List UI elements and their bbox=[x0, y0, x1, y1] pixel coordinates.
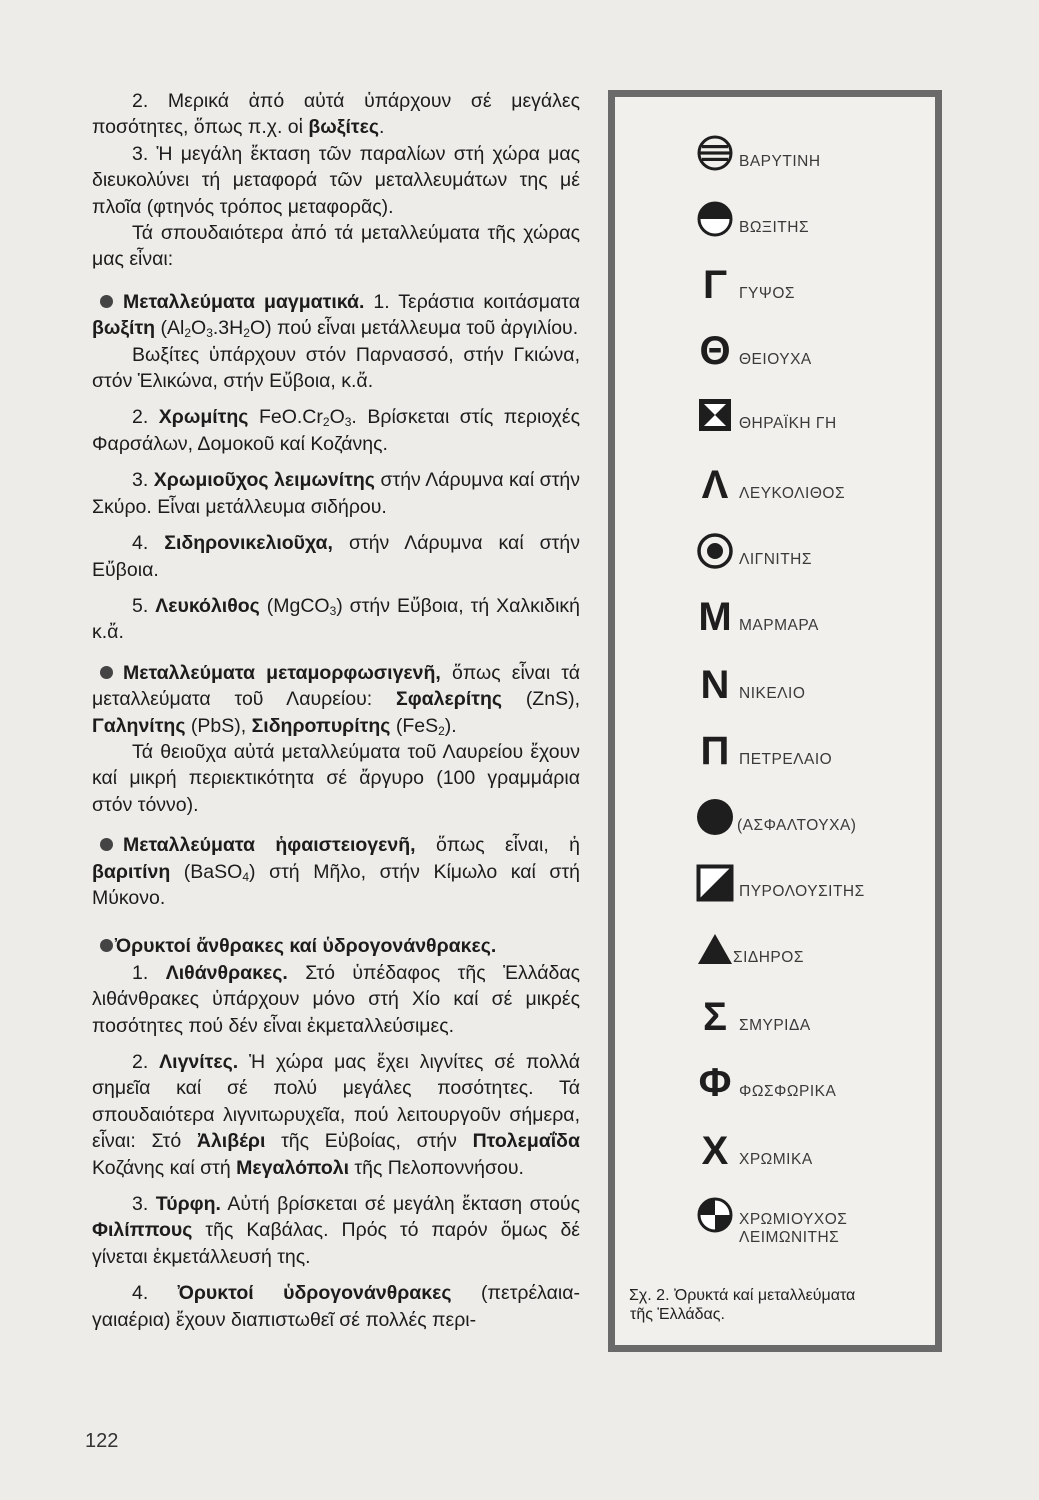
text: 2. bbox=[132, 1051, 160, 1073]
text: τῆς Πελοποννήσου. bbox=[349, 1156, 524, 1179]
subscript: 2 bbox=[438, 723, 445, 738]
text: (πετρέλαια-γαιαέρια) ἔχουν διαπιστωθεῖ σέ πολλές περι- bbox=[92, 1282, 581, 1331]
legend-label: (ΑΣΦΑΛΤΟΥΧΑ) bbox=[737, 817, 857, 834]
bold-term: βωξίτη bbox=[92, 317, 156, 340]
bold-term: Σιδηροπυρίτης bbox=[251, 714, 391, 737]
bold-term: Χρωμίτης bbox=[158, 406, 249, 429]
magnesite-symbol: Λ bbox=[701, 462, 729, 507]
paragraph bbox=[92, 1191, 580, 1270]
subscript: 4 bbox=[242, 869, 250, 884]
text: Αὐτή βρίσκεται σέ μεγάλη ἔκταση στούς bbox=[220, 1193, 580, 1216]
text: 2. bbox=[132, 406, 159, 429]
gypsum-symbol: Γ bbox=[702, 262, 728, 307]
text: ). bbox=[444, 714, 457, 737]
bold-term: Ὀρυκτοί ὑδρογονάνθρακες bbox=[177, 1282, 452, 1305]
paragraph bbox=[92, 467, 580, 520]
legend-row bbox=[615, 1061, 935, 1111]
bold-term: βωξίτες bbox=[308, 116, 379, 139]
thera-earth-icon bbox=[693, 393, 737, 437]
text: στήν Λάρυμνα καί στήν Εὔβοια. bbox=[92, 532, 580, 581]
paragraph: Τά θειοῦχα αὐτά μεταλλεύματα τοῦ Λαυρείου ἔχουν καί μικρή περιεκτικότητα σέ ἄργυρο (100 γραμμάρια στόν τόννο). bbox=[92, 740, 580, 816]
text: ) στή Μῆλο, στήν Κίμωλο καί στή Μύκονο. bbox=[92, 860, 580, 909]
text: στήν Λάρυμνα καί στήν Σκύρο. Εἶναι μετάλλευμα σιδήρου. bbox=[92, 469, 580, 518]
bold-term: Λιγνίτες. bbox=[159, 1051, 239, 1073]
text: Στό ὑπέδαφος τῆς Ἑλλάδας λιθάνθρακες ὑπάρχουν μόνο στή Χίο καί σέ μικρές ποσότητες πού δέν εἶναι ἐκμεταλλεύσιμες. bbox=[92, 961, 581, 1037]
bold-term: Σφαλερίτης bbox=[396, 688, 502, 711]
legend-row bbox=[615, 529, 935, 579]
paragraph bbox=[92, 960, 580, 1039]
bullet-icon bbox=[100, 838, 113, 851]
text: (PbS), bbox=[185, 714, 252, 737]
legend-label: ΜΑΡΜΑΡΑ bbox=[739, 617, 819, 634]
text: 4. bbox=[132, 1282, 178, 1305]
legend-row bbox=[615, 927, 935, 977]
asphalt-icon bbox=[693, 795, 737, 839]
sulfides-symbol: Θ bbox=[699, 328, 731, 373]
section-metamorphic bbox=[92, 660, 580, 739]
text: 1. Τεράστια κοιτάσματα bbox=[364, 290, 580, 313]
caption-line: Σχ. 2. Ὀρυκτά καί μεταλλεύματα bbox=[629, 1287, 856, 1304]
section-magmatic bbox=[92, 289, 580, 342]
text: (Al bbox=[155, 317, 185, 340]
bold-term: Πτολεμαΐδα bbox=[472, 1130, 580, 1153]
text: . bbox=[378, 116, 385, 139]
text: . Βρίσκεται στίς περιοχές Φαρσάλων, Δομοκοῦ καί Κοζάνης. bbox=[92, 406, 580, 455]
subscript: 3 bbox=[344, 415, 352, 430]
pyrolusite-icon bbox=[693, 861, 737, 905]
chromite-symbol: Χ bbox=[701, 1128, 729, 1173]
legend-label: ΣΜΥΡΙΔΑ bbox=[739, 1017, 811, 1034]
legend-label-line: ΛΕΙΜΩΝΙΤΗΣ bbox=[739, 1229, 840, 1246]
legend-label: ΒΑΡΥΤΙΝΗ bbox=[739, 153, 821, 170]
subscript: 3 bbox=[206, 326, 213, 341]
paragraph bbox=[92, 88, 580, 141]
legend-row bbox=[615, 1193, 935, 1246]
legend-row bbox=[615, 329, 935, 379]
legend-row bbox=[615, 393, 935, 443]
text: 5. bbox=[132, 594, 156, 617]
lignite-icon bbox=[693, 529, 737, 573]
emery-symbol: Σ bbox=[702, 994, 727, 1039]
text: .3H bbox=[212, 317, 244, 340]
bullet-icon bbox=[100, 939, 113, 952]
page-number: 122 bbox=[85, 1430, 119, 1452]
legend-row bbox=[615, 663, 935, 713]
text: Κοζάνης καί στή bbox=[92, 1156, 237, 1179]
iron-icon bbox=[693, 927, 737, 971]
chrome-limonite-icon bbox=[693, 1193, 737, 1237]
legend-row bbox=[615, 263, 935, 313]
bold-term: Χρωμιοῦχος λειμωνίτης bbox=[153, 469, 375, 492]
figure-caption bbox=[629, 1286, 939, 1324]
text: (MgCO bbox=[259, 594, 330, 617]
text: ) στήν Εὔβοια, τή Χαλκιδική κ.ἄ. bbox=[92, 594, 581, 644]
legend-row bbox=[615, 729, 935, 779]
text: (ZnS), bbox=[502, 688, 580, 711]
main-text-column bbox=[92, 88, 580, 1333]
legend-label: ΒΩΞΙΤΗΣ bbox=[739, 219, 810, 236]
text: 1. bbox=[132, 961, 166, 984]
legend-label bbox=[739, 1211, 847, 1247]
nickel-symbol: Ν bbox=[700, 662, 730, 707]
bold-term: Ἀλιβέρι bbox=[196, 1130, 266, 1153]
legend-label: ΘΗΡΑΪΚΗ ΓΗ bbox=[739, 415, 837, 432]
bullet-icon bbox=[100, 666, 113, 679]
legend-label: ΘΕΙΟΥΧΑ bbox=[739, 351, 812, 368]
section-heading: Μεταλλεύματα ἡφαιστειογενῆ, bbox=[123, 834, 416, 857]
section-coal bbox=[92, 933, 580, 959]
paragraph bbox=[92, 1049, 580, 1181]
bullet-icon bbox=[100, 295, 113, 308]
text: Ἡ χώρα μας ἔχει λιγνίτες σέ πολλά σημεῖα καί σέ πολύ μεγάλες ποσότητες. Τά σπουδαιότερα λιγνιτωρυχεῖα, πού λειτουργοῦν σήμερα, εἶναι: Στό bbox=[92, 1051, 581, 1153]
text: O bbox=[191, 317, 207, 340]
paragraph: 3. Ἡ μεγάλη ἔκταση τῶν παραλίων στή χώρα μας διευκολύνει τή μεταφορά τῶν μεταλλευμάτων της μέ πλοῖα (φτηνός τρόπος μεταφορᾶς). bbox=[92, 142, 580, 218]
subscript: 2 bbox=[243, 326, 250, 341]
bold-term: Γαληνίτης bbox=[92, 714, 186, 737]
bold-term: Τύρφη. bbox=[155, 1193, 221, 1216]
text: 3. bbox=[132, 1193, 156, 1216]
paragraph bbox=[92, 404, 580, 457]
subscript: 2 bbox=[184, 326, 192, 341]
text: 3. bbox=[132, 469, 154, 492]
bauxite-icon bbox=[693, 197, 737, 241]
paragraph bbox=[92, 1280, 580, 1333]
bold-term: Λιθάνθρακες. bbox=[165, 961, 288, 984]
legend-label: ΣΙΔΗΡΟΣ bbox=[733, 949, 804, 966]
legend-label: ΛΙΓΝΙΤΗΣ bbox=[739, 551, 812, 568]
legend-row bbox=[615, 1129, 935, 1179]
text: τῆς Εὐβοίας, στήν bbox=[265, 1130, 473, 1153]
subscript: 3 bbox=[329, 603, 337, 618]
marble-symbol: Μ bbox=[698, 594, 732, 639]
text: O bbox=[329, 406, 345, 429]
legend-row bbox=[615, 861, 935, 911]
phosphorite-symbol: Φ bbox=[698, 1060, 732, 1105]
legend-label: ΠΥΡΟΛΟΥΣΙΤΗΣ bbox=[739, 883, 865, 900]
legend-label: ΦΩΣΦΩΡΙΚΑ bbox=[739, 1083, 837, 1100]
bold-term: βαριτίνη bbox=[92, 860, 171, 883]
text: (FeS bbox=[390, 714, 439, 737]
subscript: 2 bbox=[322, 415, 330, 430]
section-heading: Μεταλλεύματα μεταμορφωσιγενῆ, bbox=[123, 661, 441, 684]
bold-term: Φιλίππους bbox=[92, 1219, 193, 1242]
legend-label: ΓΥΨΟΣ bbox=[739, 285, 795, 302]
text: FeO.Cr bbox=[248, 406, 323, 429]
legend-row bbox=[615, 595, 935, 645]
section-volcanic bbox=[92, 832, 580, 911]
legend-label: ΛΕΥΚΟΛΙΘΟΣ bbox=[739, 485, 846, 502]
petroleum-symbol: Π bbox=[700, 728, 730, 773]
legend-row bbox=[615, 795, 935, 845]
bold-term: Λευκόλιθος bbox=[155, 594, 260, 617]
text: O) πού εἶναι μετάλλευμα τοῦ ἀργιλίου. bbox=[249, 317, 579, 340]
paragraph bbox=[92, 593, 580, 646]
legend-label: ΠΕΤΡΕΛΑΙΟ bbox=[739, 751, 833, 768]
text: (BaSO bbox=[170, 860, 243, 883]
legend-label-line: ΧΡΩΜΙΟΥΧΟΣ bbox=[739, 1211, 848, 1228]
caption-line: τῆς Ἑλλάδας. bbox=[630, 1306, 725, 1323]
bold-term: Σιδηρονικελιοῦχα, bbox=[164, 532, 333, 555]
text: 4. bbox=[132, 532, 165, 555]
legend-row bbox=[615, 463, 935, 513]
section-heading: Ὀρυκτοί ἄνθρακες καί ὑδρογονάνθρακες. bbox=[115, 935, 497, 958]
text: ὅπως εἶναι τά μεταλλεύματα τοῦ Λαυρείου: bbox=[92, 661, 580, 711]
text: 2. Μερικά ἀπό αὐτά ὑπάρχουν σέ μεγάλες ποσότητες, ὅπως π.χ. οἱ bbox=[92, 90, 580, 139]
paragraph bbox=[92, 530, 580, 583]
paragraph: Βωξίτες ὑπάρχουν στόν Παρνασσό, στήν Γκιώνα, στόν Ἑλικώνα, στήν Εὔβοια, κ.ἄ. bbox=[92, 343, 580, 393]
text: τῆς Καβάλας. Πρός τό παρόν ὅμως δέ γίνεται ἐκμετάλλευσή της. bbox=[92, 1219, 580, 1268]
legend-label: ΝΙΚΕΛΙΟ bbox=[739, 685, 806, 702]
barytine-icon bbox=[693, 131, 737, 175]
minerals-legend-box bbox=[608, 90, 942, 1352]
legend-row bbox=[615, 131, 935, 181]
paragraph: Τά σπουδαιότερα ἀπό τά μεταλλεύματα τῆς χώρας μας εἶναι: bbox=[92, 222, 580, 271]
text: ὅπως εἶναι, ἡ bbox=[415, 834, 580, 857]
section-heading: Μεταλλεύματα μαγματικά. bbox=[123, 290, 365, 313]
legend-row bbox=[615, 197, 935, 247]
bold-term: Μεγαλόπολι bbox=[236, 1156, 350, 1179]
legend-row bbox=[615, 995, 935, 1045]
legend-label: ΧΡΩΜΙΚΑ bbox=[739, 1151, 813, 1168]
